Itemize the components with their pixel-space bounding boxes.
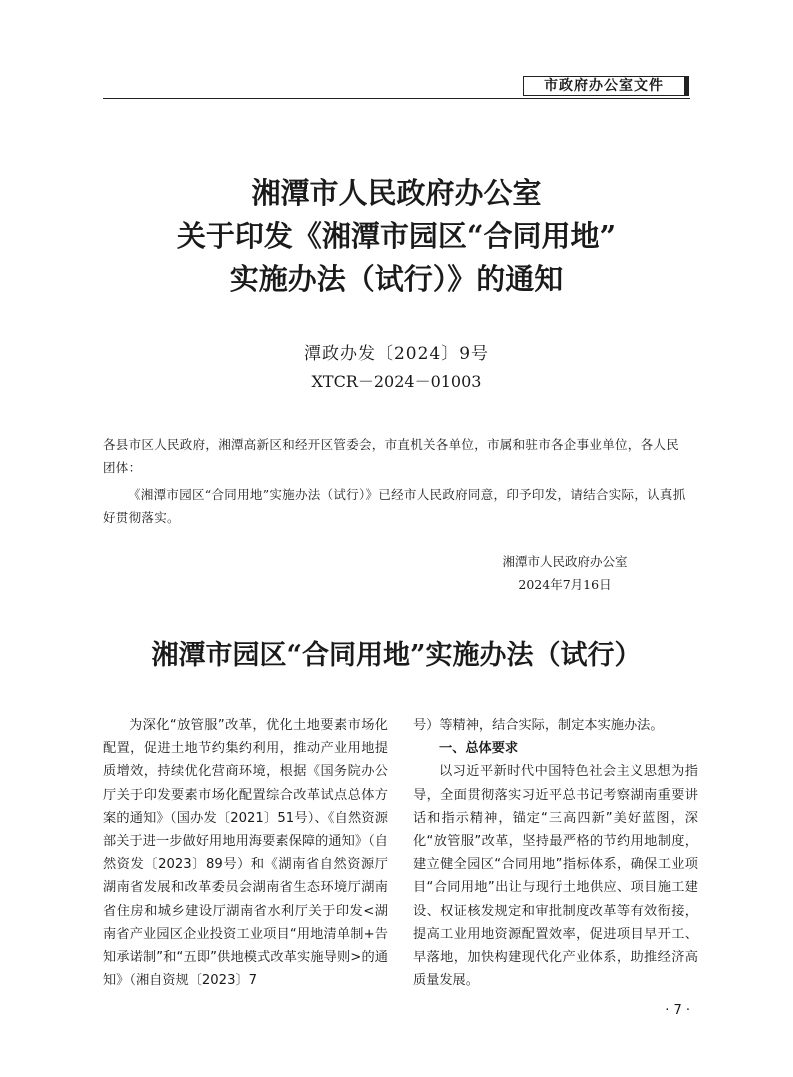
notice-body: 《湘潭市园区“合同用地”实施办法（试行）》已经市人民政府同意，印予印发，请结合实际，认真抓好贯彻落实。 — [103, 487, 686, 525]
notice-title-line: 实施办法（试行）》的通知 — [229, 262, 564, 296]
document-number: 潭政办发〔2024〕9号 — [303, 344, 490, 364]
article-right-column — [413, 714, 698, 992]
section-heading: 一、总体要求 — [439, 741, 519, 757]
header-document-tag: 市政府办公室文件 — [523, 76, 689, 96]
signature-date: 2024年7月16日 — [518, 577, 612, 592]
article-paragraph: 为深化“放管服”改革，优化土地要素市场化配置，促进土地节约集约利用，推动产业用地提质增效，持续优化营商环境，根据《国务院办公厅关于印发要素市场化配置综合改革试点总体方案的通知》（国办发〔2021〕51号）、《自然资源部关于进一步做好用地用海要素保障的通知》（自然资发〔2023〕89号）和《湖南省自然资源厅湖南省发展和改革委员会湖南省生态环境厅湖南省住房和城乡建设厅湖南省水利厅关于印发<湖南省产业园区企业投资工业项目“用地清单制+告知承诺制”和“五即”供地模式改革实施导则>的通知》（湘自资规〔2023〕7 — [103, 718, 388, 989]
page-number: · 7 · — [665, 1003, 690, 1018]
article-heading: 湘潭市园区“合同用地”实施办法（试行） — [151, 640, 642, 671]
signature-organization: 湘潭市人民政府办公室 — [502, 554, 628, 569]
article-left-column — [103, 714, 388, 992]
notice-title-line: 关于印发《湘潭市园区“合同用地” — [176, 219, 617, 253]
article-paragraph-continuation: 号）等精神，结合实际，制定本实施办法。 — [413, 718, 664, 733]
document-code: XTCR－2024－01003 — [311, 372, 482, 391]
article-paragraph: 以习近平新时代中国特色社会主义思想为指导，全面贯彻落实习近平总书记考察湖南重要讲话和指示精神，锚定“三高四新”美好蓝图，深化“放管服”改革，坚持最严格的节约用地制度，建立健全园区“合同用地”指标体系，确保工业项目“合同用地”出让与现行土地供应、项目施工建设、权证核发规定和审批制度改革等有效衔接，提高工业用地资源配置效率，促进项目早开工、早落地，加快构建现代化产业体系，助推经济高质量发展。 — [413, 764, 698, 989]
header-divider — [103, 98, 690, 99]
notice-addressee: 各县市区人民政府，湘潭高新区和经开区管委会，市直机关各单位，市属和驻市各企事业单位，各人民团体： — [103, 437, 680, 475]
notice-title-line: 湘潭市人民政府办公室 — [251, 176, 542, 210]
notice-title — [80, 172, 713, 301]
